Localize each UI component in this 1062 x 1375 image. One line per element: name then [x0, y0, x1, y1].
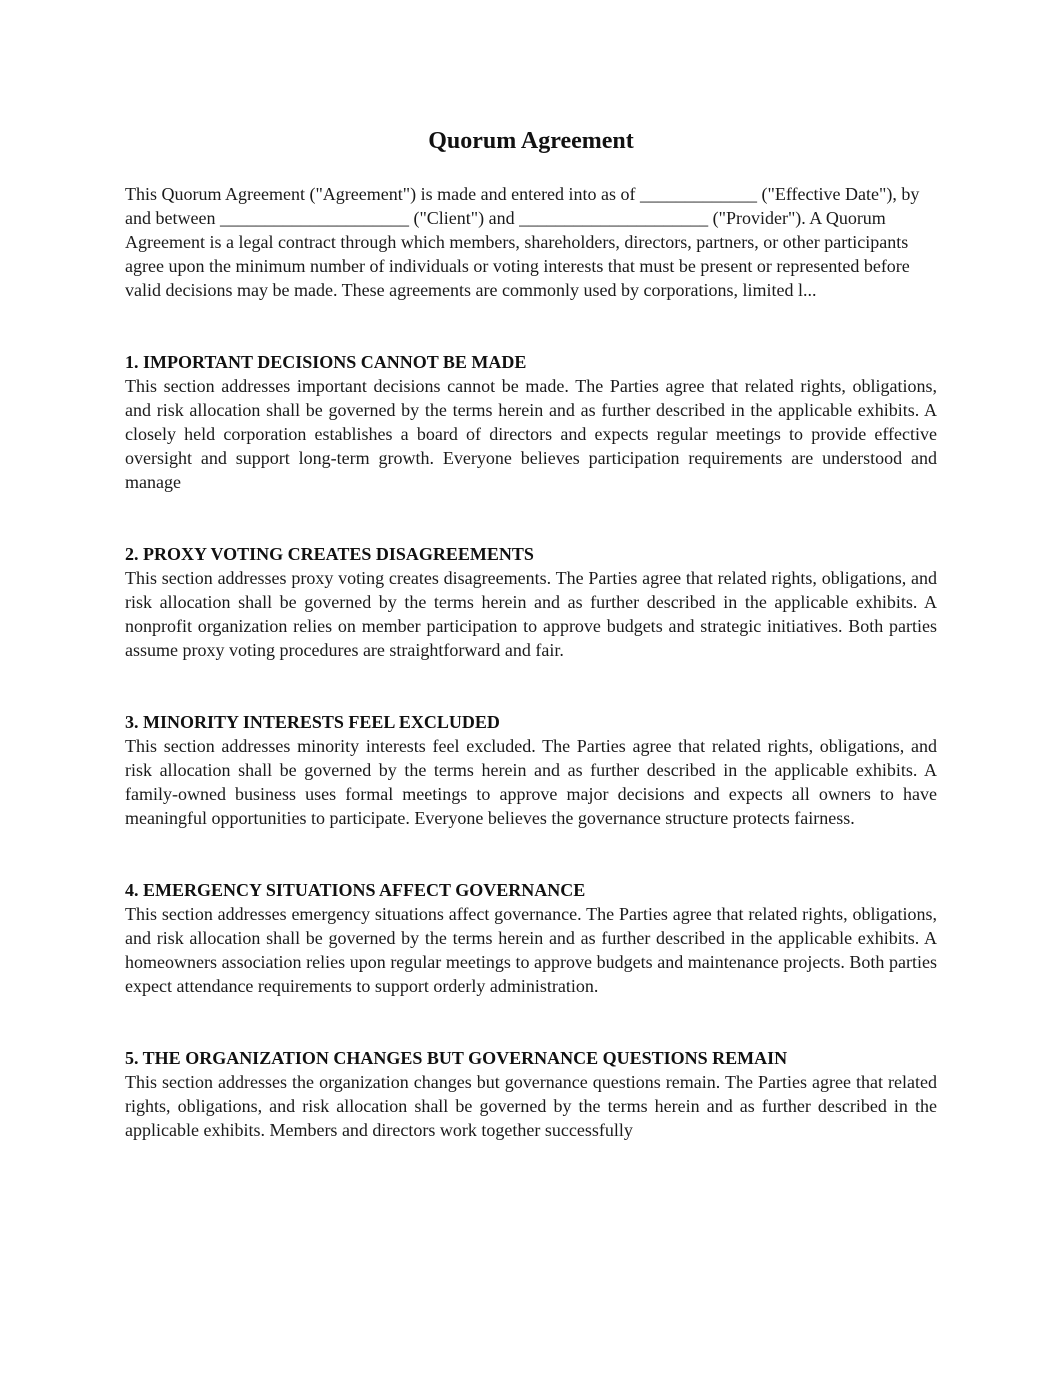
section-3	[125, 710, 937, 830]
section-heading: 5. THE ORGANIZATION CHANGES BUT GOVERNANCE QUESTIONS REMAIN	[125, 1048, 788, 1068]
section-heading: 2. PROXY VOTING CREATES DISAGREEMENTS	[125, 544, 534, 564]
intro-paragraph: This Quorum Agreement ("Agreement") is made and entered into as of _____________ ("Effective Date"), by and between _____________________ ("Client") and _____________________ ("Provider"). A Quorum Agreement is a legal contract through which members, shareholders, directors, partners, or other participants agree upon the minimum number of individuals or voting interests that must be present or represented before valid decisions may be made. These agreements are commonly used by corporations, limited l...	[125, 184, 920, 300]
section-1	[125, 350, 937, 494]
section-body: This section addresses the organization changes but governance questions remain. The Parties agree that related rights, obligations, and risk allocation shall be governed by the terms herein and as further described in the applicable exhibits. Members and directors work together successfully	[125, 1072, 937, 1140]
section-5	[125, 1046, 937, 1142]
section-4	[125, 878, 937, 998]
document-title: Quorum Agreement	[428, 128, 634, 154]
section-body: This section addresses minority interests feel excluded. The Parties agree that related rights, obligations, and risk allocation shall be governed by the terms herein and as further described in the applicable exhibits. A family-owned business uses formal meetings to approve major decisions and expects all owners to have meaningful opportunities to participate. Everyone believes the governance structure protects fairness.	[125, 736, 937, 828]
section-body: This section addresses emergency situations affect governance. The Parties agree that related rights, obligations, and risk allocation shall be governed by the terms herein and as further described in the applicable exhibits. A homeowners association relies upon regular meetings to approve budgets and maintenance projects. Both parties expect attendance requirements to support orderly administration.	[125, 904, 937, 996]
section-2	[125, 542, 937, 662]
section-body: This section addresses important decisions cannot be made. The Parties agree that related rights, obligations, and risk allocation shall be governed by the terms herein and as further described in the applicable exhibits. A closely held corporation establishes a board of directors and expects regular meetings to provide effective oversight and support long-term growth. Everyone believes participation requirements are understood and manage	[125, 376, 937, 492]
document-content	[125, 126, 937, 1142]
section-heading: 3. MINORITY INTERESTS FEEL EXCLUDED	[125, 712, 500, 732]
section-heading: 1. IMPORTANT DECISIONS CANNOT BE MADE	[125, 352, 527, 372]
section-body: This section addresses proxy voting creates disagreements. The Parties agree that related rights, obligations, and risk allocation shall be governed by the terms herein and as further described in the applicable exhibits. A nonprofit organization relies on member participation to approve budgets and strategic initiatives. Both parties assume proxy voting procedures are straightforward and fair.	[125, 568, 937, 660]
section-heading: 4. EMERGENCY SITUATIONS AFFECT GOVERNANCE	[125, 880, 586, 900]
